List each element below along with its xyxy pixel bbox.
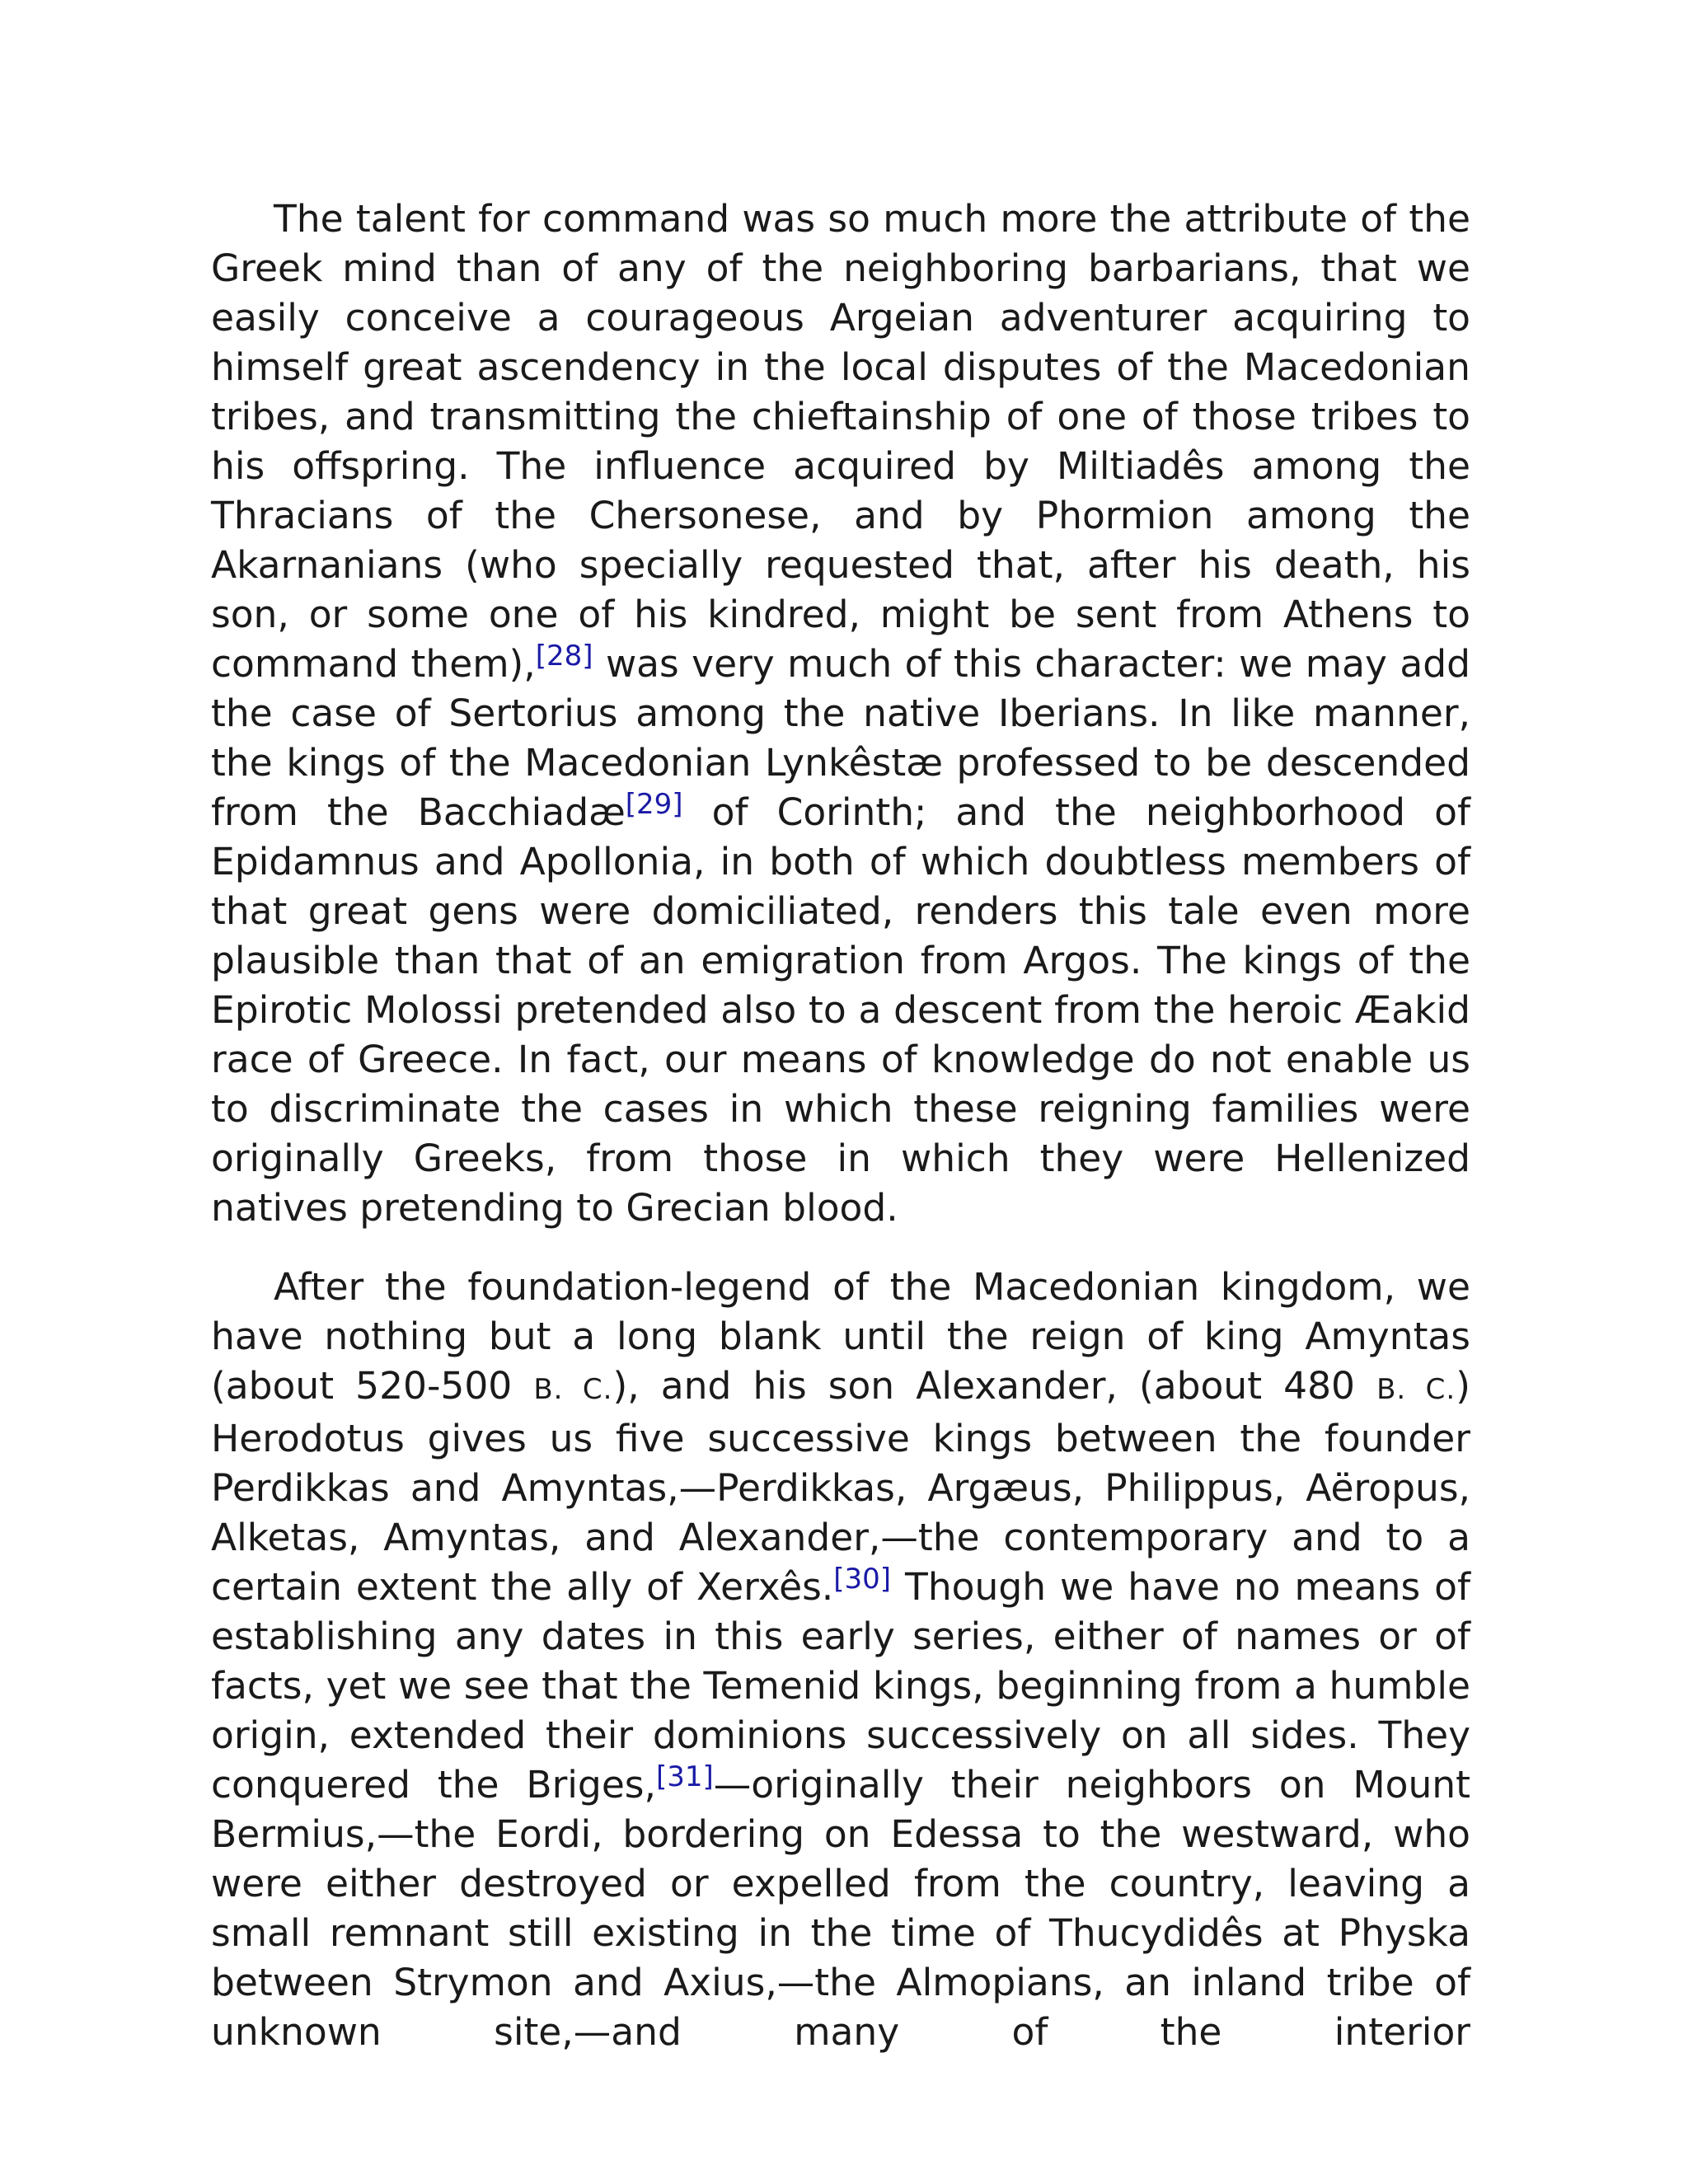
paragraph-text: Though we have no means of establishing any dates in this early series, either of names or of facts, yet we see that the Temenid kings, beginning from a humble origin, extended their dominions successively on all sides. They conquered the Briges, <box>211 1565 1470 1807</box>
paragraph-text: of Corinth; and the neighborhood of Epidamnus and Apollonia, in both of which doubtless members of that great gens were domiciliated, renders this tale even more plausible than that of an emigration from Argos. The kings of the Epirotic Molossi pretended also to a descent from the heroic Æakid race of Greece. In fact, our means of knowledge do not enable us to discriminate the cases in which these reigning families were originally Greeks, from those in which they were Hellenized natives pretending to Grecian blood. <box>211 790 1470 1230</box>
paragraph-2 <box>211 1263 1470 2057</box>
footnote-link-31[interactable]: [31] <box>655 1760 714 1793</box>
paragraph-text: ), and his son Alexander, (about 480 <box>612 1364 1377 1408</box>
paragraph-1 <box>211 194 1470 1233</box>
paragraph-text: ) Herodotus gives us five successive kings between the founder Perdikkas and Amyntas,—Perdikkas, Argæus, Philippus, Aëropus, Alketas, Amyntas, and Alexander,—the contemporary and to a certain extent the ally of Xerxês. <box>211 1364 1470 1609</box>
paragraph-text: The talent for command was so much more the attribute of the Greek mind than of any of the neighboring barbarians, that we easily conceive a courageous Argeian adventurer acquiring to himself great ascendency in the local disputes of the Macedonian tribes, and transmitting the chieftainship of one of those tribes to his offspring. The influence acquired by Miltiadês among the Thracians of the Chersonese, and by Phormion among the Akarnanians (who specially requested that, after his death, his son, or some one of his kindred, might be sent from Athens to command them), <box>211 197 1470 686</box>
paragraph-text: was very much of this character: we may add the case of Sertorius among the native Iberians. In like manner, the kings of the Macedonian Lynkêstæ professed to be descended from the Bacchiadæ <box>211 642 1470 834</box>
paragraph-text: —originally their neighbors on Mount Bermius,—the Eordi, bordering on Edessa to the westward, who were either destroyed or expelled from the country, leaving a small remnant still existing in the time of Thucydidês at Physka between Strymon and Axius,—the Almopians, an inland tribe of unknown site,—and many of the interior <box>211 1763 1470 2054</box>
footnote-link-29[interactable]: [29] <box>625 788 683 821</box>
era-abbreviation: B. C. <box>1376 1373 1456 1406</box>
document-page <box>211 194 1470 2057</box>
footnote-link-30[interactable]: [30] <box>833 1563 892 1596</box>
footnote-link-28[interactable]: [28] <box>535 640 593 673</box>
era-abbreviation: B. C. <box>533 1373 613 1406</box>
paragraph-text: After the foundation-legend of the Macedonian kingdom, we have nothing but a long blank until the reign of king Amyntas (about 520-500 <box>211 1265 1470 1408</box>
